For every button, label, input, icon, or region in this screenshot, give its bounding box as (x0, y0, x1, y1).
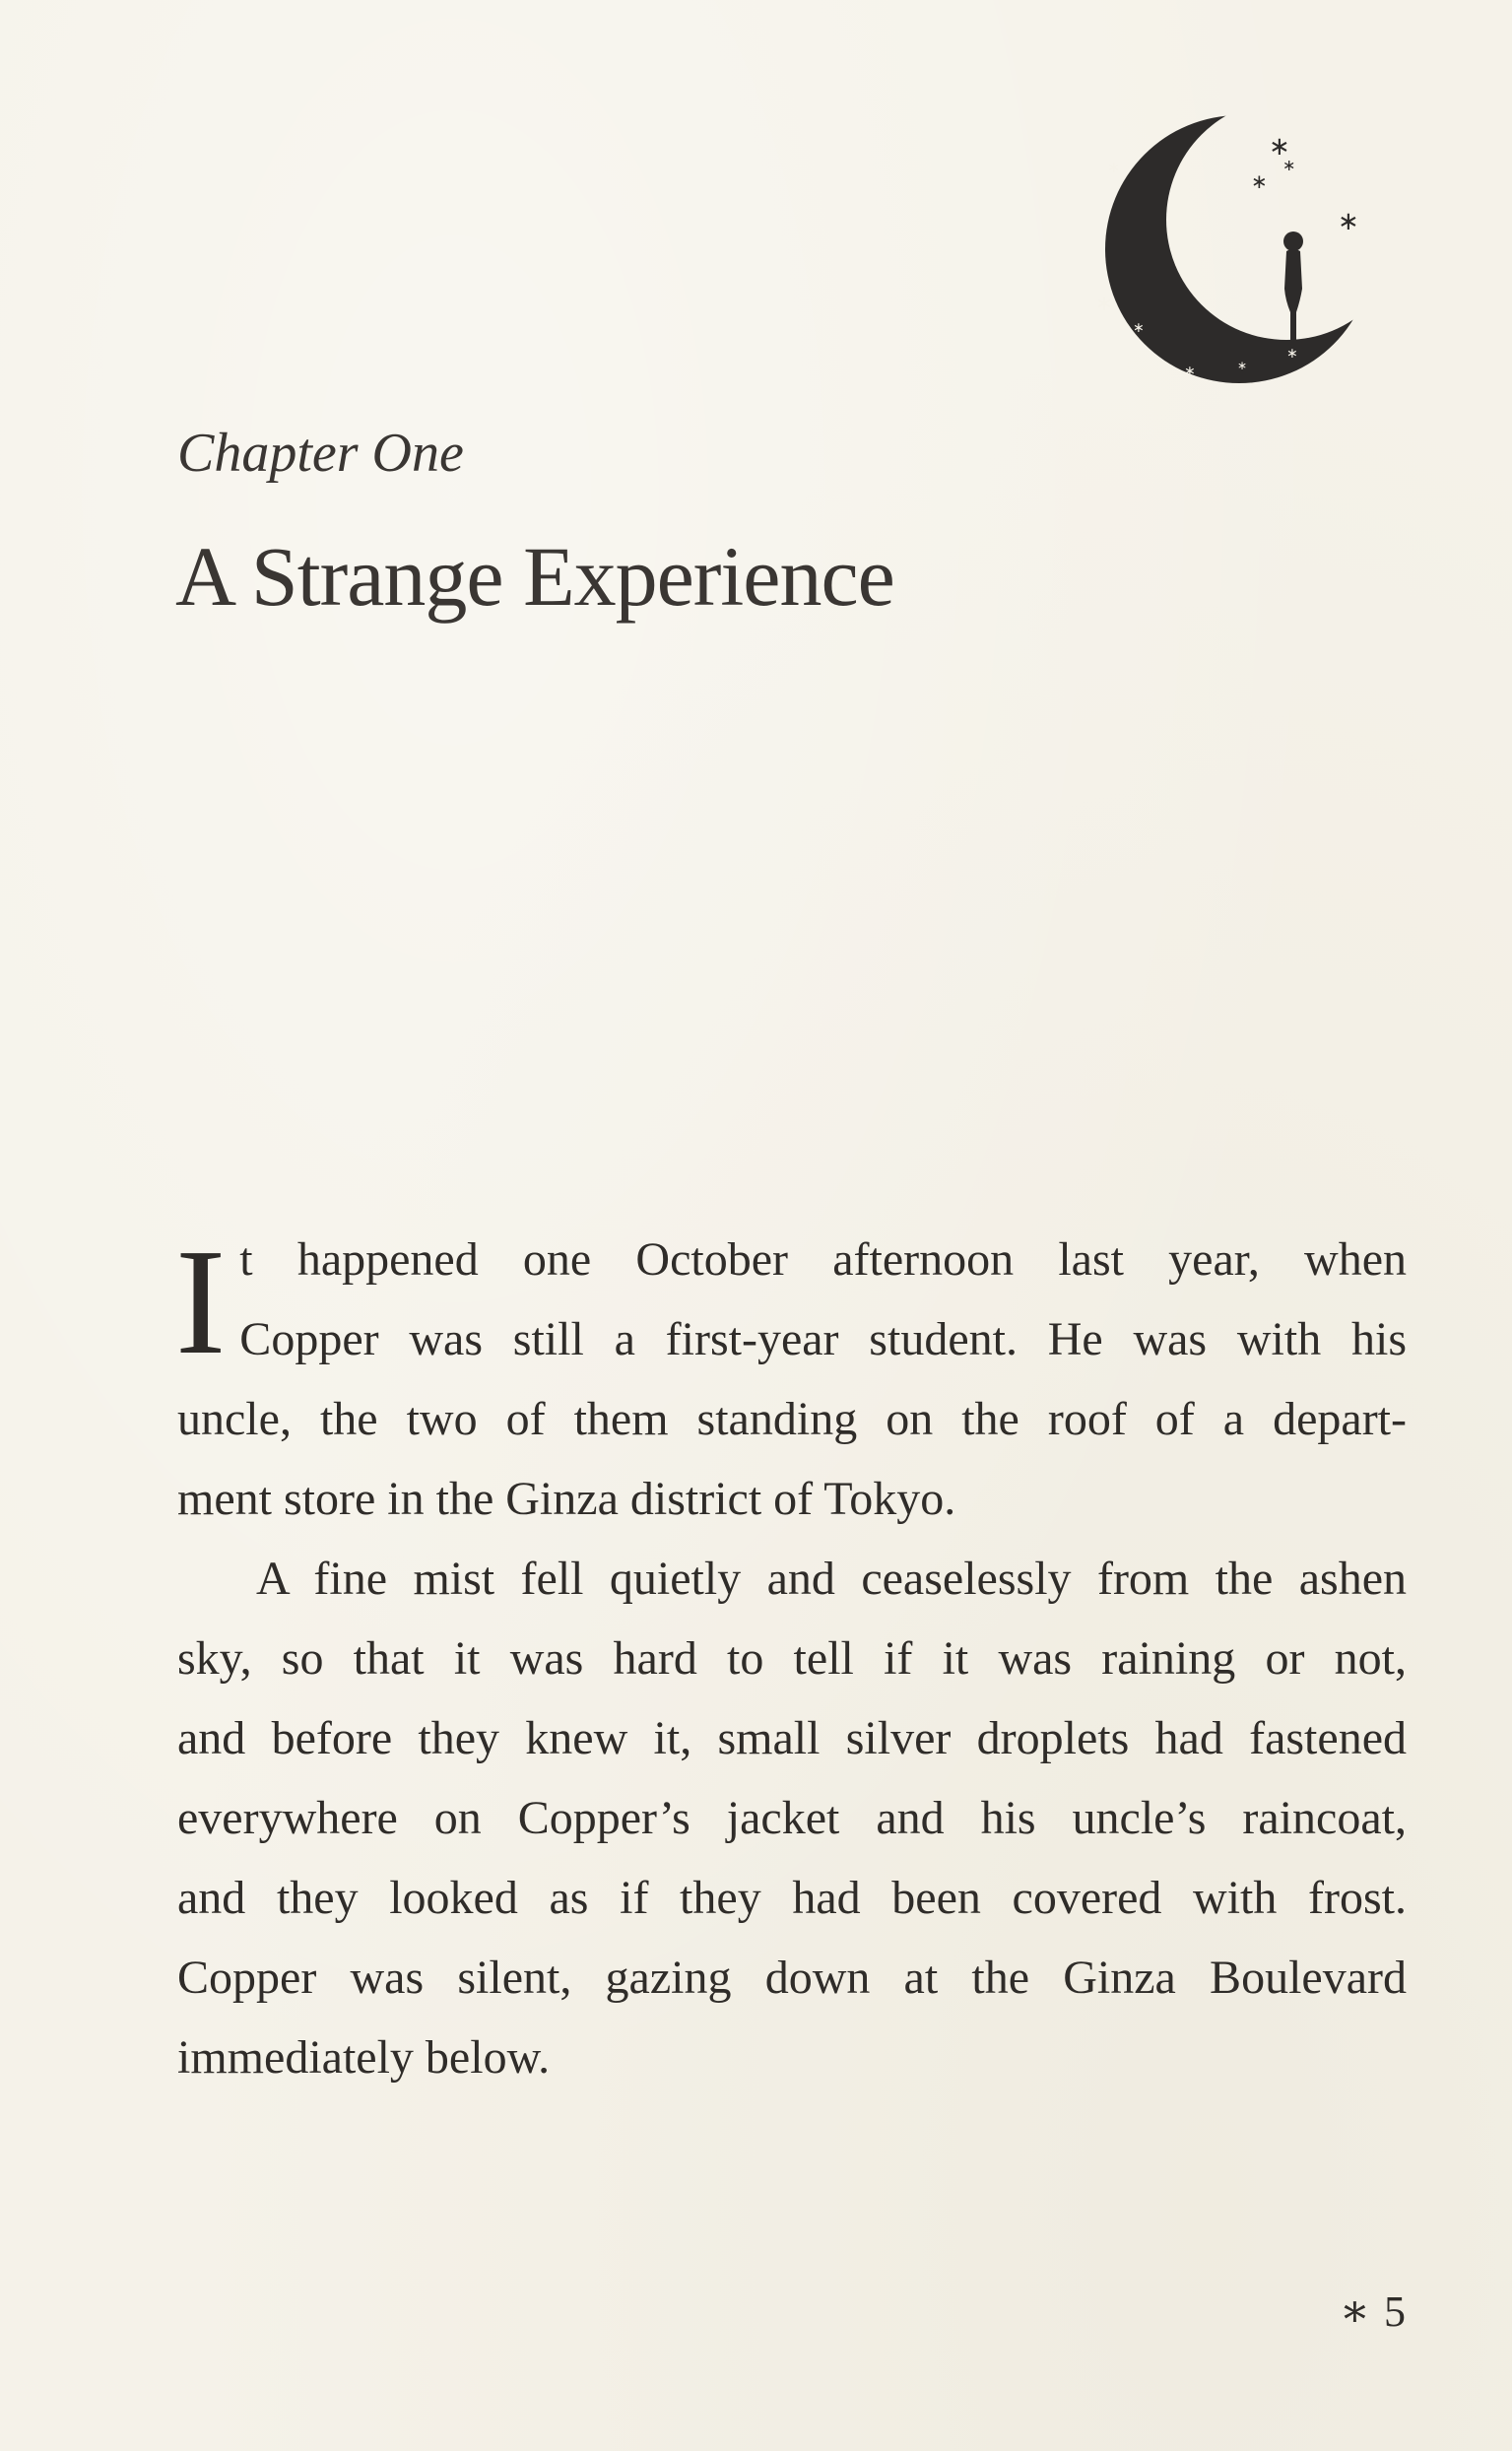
svg-text:∗: ∗ (1133, 320, 1145, 336)
crescent-moon-with-child-and-stars-icon (1093, 103, 1409, 399)
text-line: and they looked as if they had been covered with frost. (177, 1872, 1407, 1924)
text-line: Copper was silent, gazing down at the Ginza Boulevard (177, 1952, 1407, 2004)
svg-text:∗: ∗ (1184, 364, 1196, 379)
svg-text:∗: ∗ (1251, 169, 1268, 193)
text-line: A fine mist fell quietly and ceaselessly from the ashen (256, 1553, 1407, 1605)
text-line: and before they knew it, small silver droplets had fastened (177, 1712, 1407, 1764)
svg-text:∗: ∗ (1237, 359, 1248, 372)
asterisk-icon: ∗ (1339, 2285, 1370, 2336)
text-line: immediately below. (177, 2031, 551, 2084)
svg-text:∗: ∗ (1095, 292, 1114, 316)
chapter-label: Chapter One (177, 423, 464, 484)
text-line: sky, so that it was hard to tell if it was raining or not, (177, 1632, 1407, 1685)
svg-text:∗: ∗ (1269, 132, 1290, 162)
text-line: Copper was still a first-year student. He was with his (239, 1313, 1407, 1365)
svg-text:∗: ∗ (1338, 207, 1359, 236)
page-number-value: 5 (1384, 2287, 1406, 2336)
text-line: ment store in the Ginza district of Tokyo. (177, 1473, 956, 1525)
text-line: everywhere on Copper’s jacket and his uncle’s raincoat, (177, 1792, 1407, 1844)
page-number (1340, 2284, 1406, 2337)
chapter-body (177, 1220, 1407, 2097)
chapter-title: A Strange Experience (175, 529, 894, 624)
svg-text:∗: ∗ (1107, 158, 1121, 176)
paragraph-2 (177, 1539, 1407, 2097)
text-line: t happened one October afternoon last year, when (239, 1233, 1407, 1286)
text-line: uncle, the two of them standing on the roof of a depart- (177, 1393, 1407, 1445)
paragraph-1 (177, 1220, 1407, 1539)
svg-text:∗: ∗ (1282, 156, 1296, 174)
svg-text:∗: ∗ (1286, 346, 1298, 362)
drop-cap: I (175, 1219, 227, 1386)
